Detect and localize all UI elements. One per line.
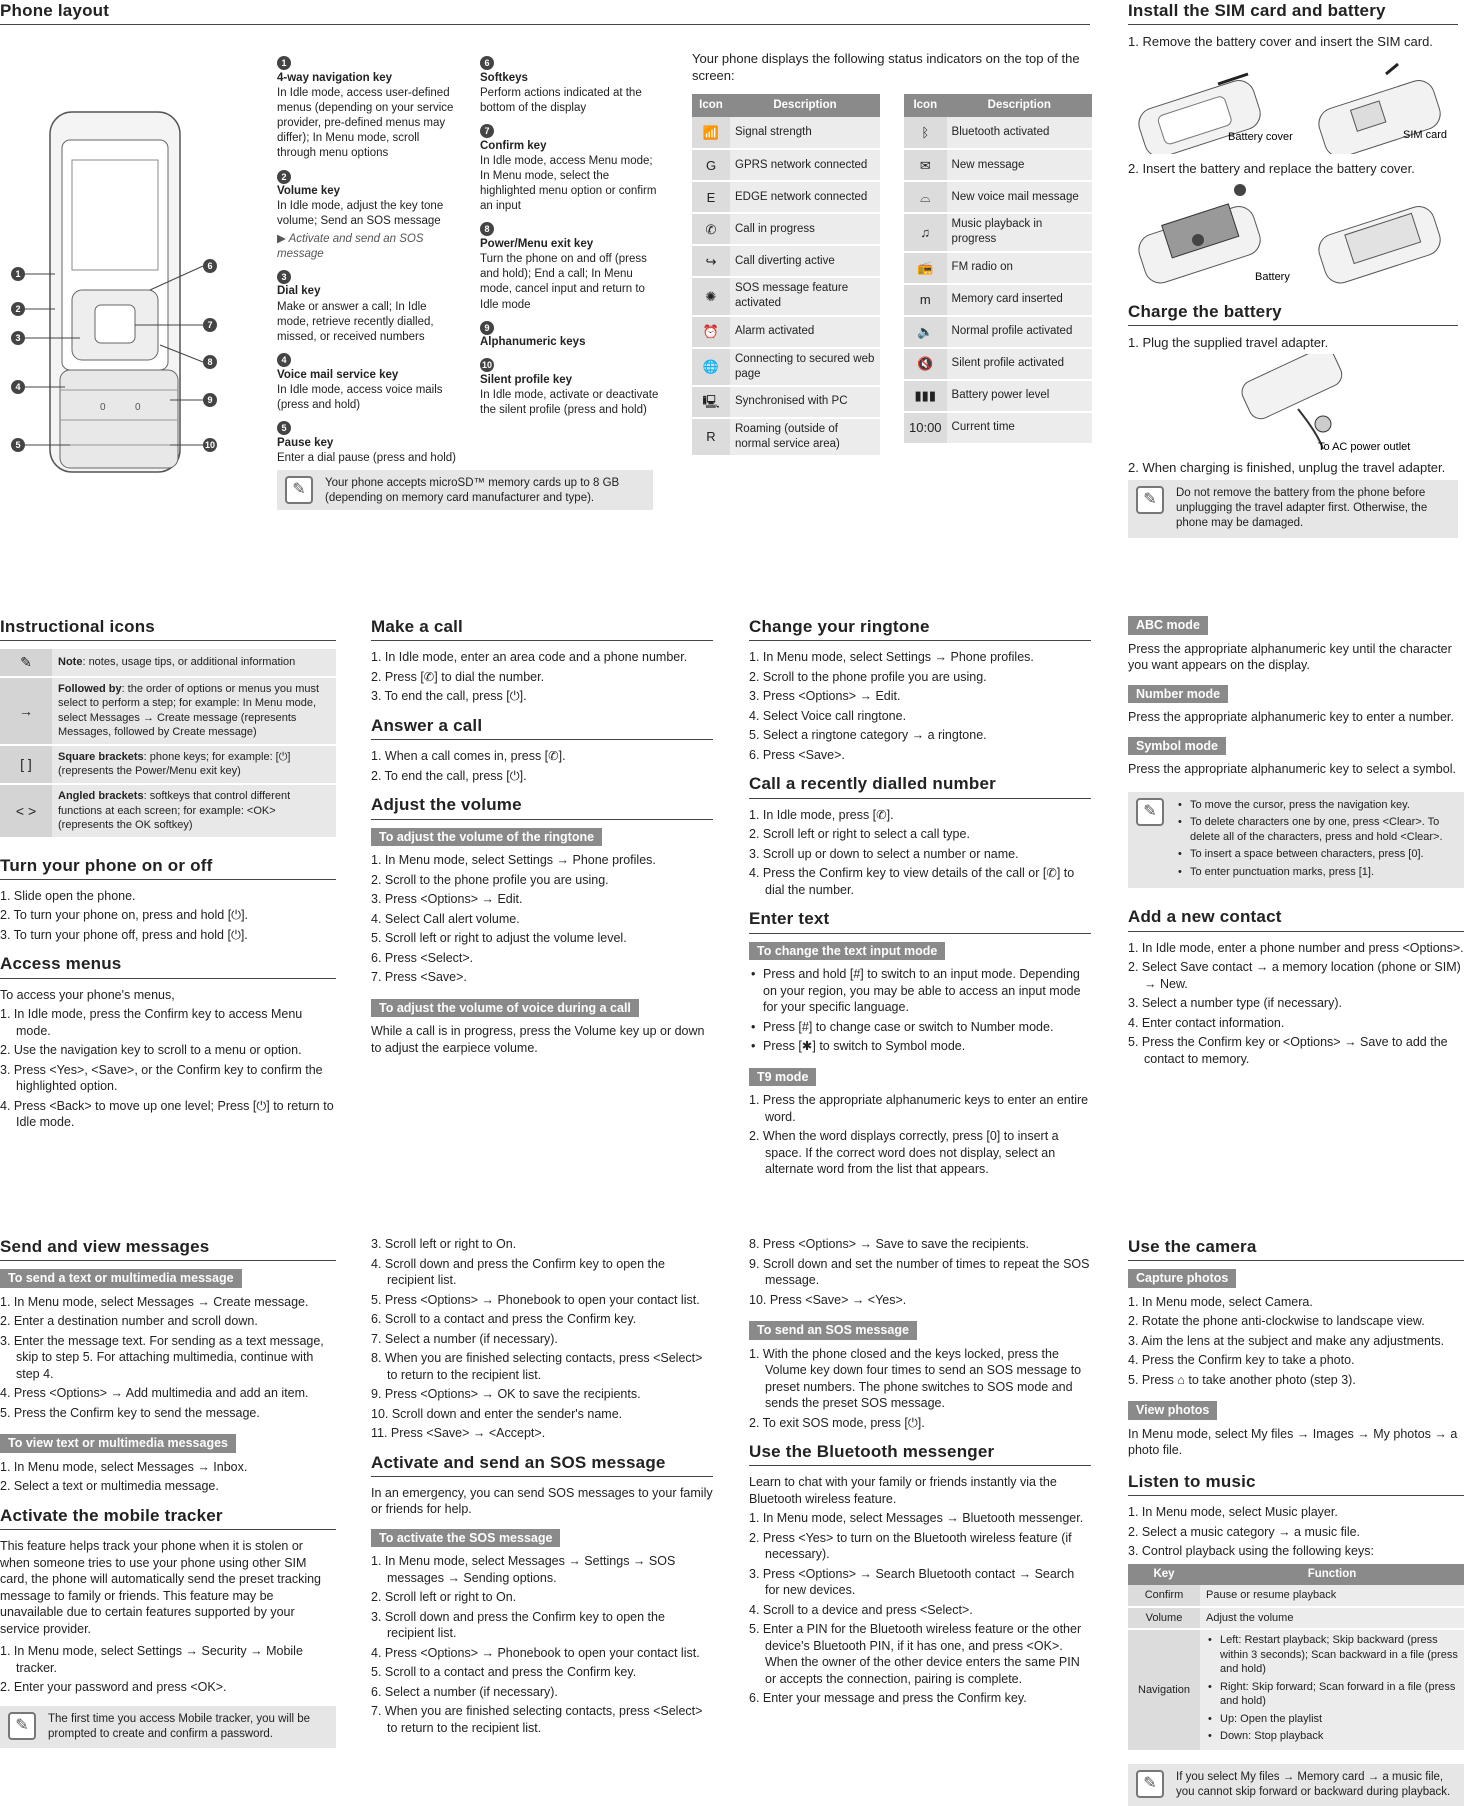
list-item: • Down: Stop playback	[1206, 1729, 1458, 1744]
text-tag: To change the text input mode	[749, 942, 945, 961]
recent-title: Call a recently dialled number	[749, 773, 1091, 798]
status-desc: EDGE network connected	[730, 181, 880, 213]
status-desc: SOS message feature activated	[730, 277, 880, 315]
list-item: 5. Press the Confirm key to send the message.	[0, 1405, 260, 1420]
list-item: 1. In Menu mode, select Camera.	[1128, 1294, 1313, 1309]
list-item: 5. Press ⌂ to take another photo (step 3).	[1128, 1372, 1356, 1387]
charge-step2: 2. When charging is finished, unplug the travel adapter.	[1128, 459, 1446, 475]
arrow-icon: →	[0, 677, 52, 745]
status-desc: Call in progress	[730, 213, 880, 245]
tracker-intro: This feature helps track your phone when it is stolen or when someone tries to use your phone using other SIM card, the phone will automatically send the preset tracking message to family or friends. This feature may be unavailable due to certain features supported by your service provider.	[0, 1539, 322, 1636]
list-item: 6. Scroll to a contact and press the Confirm key.	[371, 1312, 637, 1326]
list-item: 5. Press the Confirm key or <Options> → Save to add the contact to memory.	[1128, 1035, 1448, 1066]
battery-illustration	[1128, 180, 1458, 290]
list-item: 2. When the word displays correctly, press [0] to insert a space. If the correct word does not display, select an alternate word from the list that appears.	[749, 1129, 1059, 1177]
text-bullets	[749, 966, 1091, 1055]
status-icon: ✉	[904, 149, 947, 181]
status-icon: 10:00	[904, 412, 947, 444]
status-row	[692, 386, 880, 418]
status-row	[692, 181, 880, 213]
phone-layout-title: Phone layout	[0, 0, 1090, 25]
contact-steps	[1128, 940, 1464, 1068]
instr-table: ✎ Note: notes, usage tips, or additional information → Followed by: the order of options or menus you must select to perform a step; for example: In Menu mode, select Messages → Create message (represents Messages, followed by Create message) [ ] Square brackets: phone keys; for example: [⏻] (represents the Power/Menu exit key) < > Angled brackets: softkeys that control different functions at each screen; for example: <OK> (represents the OK softkey)	[0, 649, 336, 838]
list-item: 1. In Menu mode, select Messages → Create message.	[0, 1294, 309, 1309]
music-note: ✎ If you select My files → Memory card → a music file, you cannot skip forward or backward during playback.	[1128, 1764, 1464, 1806]
camera-section	[1128, 1236, 1464, 1806]
tracker-cont-steps	[371, 1236, 713, 1442]
list-item: 1. With the phone closed and the keys locked, press the Volume key down four times to send an SOS message to preset numbers. The phone switches to SOS mode and sends the preset SOS message.	[749, 1346, 1082, 1410]
status-icon: G	[692, 149, 730, 181]
svg-text:0: 0	[100, 402, 106, 413]
note-icon: ✎	[8, 1712, 36, 1740]
list-item: • To delete characters one by one, press <Clear>. To delete all of the characters, press and hold <Clear>.	[1176, 815, 1456, 844]
status-desc: Current time	[947, 412, 1092, 444]
tracker-cont-section	[371, 1236, 713, 1739]
list-item: 1. In Idle mode, enter a phone number and press <Options>.	[1128, 940, 1464, 955]
list-item: 3. Enter the message text. For sending as a text message, skip to step 5. For attaching multimedia, continue with step 4.	[0, 1333, 324, 1381]
list-item: 3. Control playback using the following keys:	[1128, 1544, 1374, 1559]
camera-tag-capture: Capture photos	[1128, 1269, 1236, 1288]
list-item: 2. Press [✆] to dial the number.	[371, 669, 545, 684]
status-desc: Call diverting active	[730, 245, 880, 277]
status-desc: GPRS network connected	[730, 149, 880, 181]
list-item: 3. Press <Options> → Search Bluetooth contact → Search for new devices.	[749, 1566, 1075, 1598]
list-item: 9. Press <Options> → OK to save the recipients.	[371, 1387, 641, 1401]
list-item: 2. Enter your password and press <OK>.	[0, 1680, 227, 1695]
list-item: • Press [#] to change case or switch to Number mode.	[749, 1019, 1091, 1036]
key-desc: 7 Confirm key In Idle mode, access Menu mode; In Menu mode, select the highlighted menu option or confirm an input	[480, 126, 657, 213]
list-item: 4. Press the Confirm key to take a photo.	[1128, 1353, 1355, 1368]
list-item: 5. Scroll to a contact and press the Confirm key.	[371, 1665, 637, 1680]
status-row	[692, 348, 880, 386]
answer-title: Answer a call	[371, 715, 713, 740]
list-item: 1. In Menu mode, select Settings → Phone profiles.	[371, 853, 656, 868]
number-text: Press the appropriate alphanumeric key to enter a number.	[1128, 710, 1454, 724]
text-title: Enter text	[749, 908, 1091, 933]
tracker-title: Activate the mobile tracker	[0, 1505, 336, 1530]
diagram-label-2: 2	[15, 304, 21, 314]
instructional-section	[0, 616, 336, 1134]
list-item: 10. Scroll down and enter the sender's name.	[371, 1406, 623, 1421]
status-desc: Roaming (outside of normal service area)	[730, 418, 880, 456]
list-item: • To move the cursor, press the navigation key.	[1176, 798, 1456, 813]
status-row	[692, 245, 880, 277]
phone-diagram	[0, 90, 240, 490]
list-item: 2. Scroll left or right to select a call type.	[749, 827, 970, 842]
list-item: 1. In Menu mode, select Music player.	[1128, 1505, 1338, 1520]
list-item: 4. Scroll down and press the Confirm key to open the recipient list.	[371, 1256, 665, 1287]
list-item: 2. To turn your phone on, press and hold [⏻].	[0, 908, 249, 923]
note-icon: ✎	[285, 476, 313, 504]
list-item: 5. Select a ringtone category → a ringtone.	[749, 728, 987, 743]
sos-send-steps	[749, 1346, 1091, 1432]
menus-steps	[0, 1006, 336, 1131]
status-icon: ✆	[692, 213, 730, 245]
status-row	[904, 412, 1092, 444]
status-icon: E	[692, 181, 730, 213]
camera-steps	[1128, 1294, 1464, 1389]
status-icon: ↪	[692, 245, 730, 277]
battery-cover-label: Battery cover	[1228, 130, 1293, 143]
memory-note: ✎ Your phone accepts microSD™ memory cards up to 8 GB (depending on memory card manufacturer and type).	[277, 470, 653, 510]
status-row	[904, 348, 1092, 380]
status-icon: ⏰	[692, 316, 730, 348]
list-item: • To enter punctuation marks, press [1].	[1176, 865, 1456, 880]
contact-title: Add a new contact	[1128, 906, 1464, 931]
list-item: • Right: Skip forward; Scan forward in a file (press and hold)	[1206, 1680, 1458, 1709]
list-item: 3. Press <Options> → Edit.	[749, 689, 901, 704]
key-desc: 1 4-way navigation key In Idle mode, access user-defined menus (depending on your service provider, pre-defined menus may differ); In Menu mode, scroll through menu options	[277, 58, 454, 160]
status-desc: Normal profile activated	[947, 316, 1092, 348]
angle-bracket-icon: < >	[0, 784, 52, 838]
status-desc: Connecting to secured web page	[730, 348, 880, 386]
status-icon: ▮▮▮	[904, 380, 947, 412]
status-row	[904, 149, 1092, 181]
ringtone-steps	[749, 649, 1091, 763]
list-item: 3. To turn your phone off, press and hold [⏻].	[0, 927, 248, 942]
bt-title: Use the Bluetooth messenger	[749, 1441, 1091, 1466]
diagram-label-7: 7	[207, 320, 213, 330]
sos-tag-activate: To activate the SOS message	[371, 1529, 560, 1548]
sos-cont-steps	[749, 1236, 1091, 1308]
list-item: • To insert a space between characters, press [0].	[1176, 847, 1456, 862]
charge-note: ✎ Do not remove the battery from the phone before unplugging the travel adapter first. Otherwise, the phone may be damaged.	[1128, 480, 1458, 538]
ringtone-section	[749, 616, 1091, 1181]
list-item: 11. Press <Save> → <Accept>.	[371, 1426, 546, 1440]
makecall-steps	[371, 649, 713, 705]
menus-title: Access menus	[0, 953, 336, 978]
list-item: 8. Press <Options> → Save to save the recipients.	[749, 1237, 1030, 1251]
status-row	[692, 418, 880, 456]
number-tag: Number mode	[1128, 685, 1228, 704]
status-row	[692, 149, 880, 181]
status-desc: Battery power level	[947, 380, 1092, 412]
sim-card-label: SIM card	[1403, 128, 1448, 141]
status-icon: 📻	[904, 252, 947, 284]
list-item: 7. When you are finished selecting contacts, press <Select> to return to the recipient list.	[371, 1704, 703, 1735]
music-table: Key Function Confirm Pause or resume playback Volume Adjust the volume Navigation • Left: Restart playback; Skip backward (press within 3 seconds); Scan backward in a file (press and hold) • Right: Skip forward; Scan forward in a file (press and hold) • Up: Open the playlist • Down: Stop playback	[1128, 1564, 1464, 1752]
diagram-label-5: 5	[15, 440, 21, 450]
list-item: 6. Select a number (if necessary).	[371, 1684, 558, 1699]
list-item: 1. Slide open the phone.	[0, 888, 136, 903]
status-icon: 🌐	[692, 348, 730, 386]
status-desc: Silent profile activated	[947, 348, 1092, 380]
key-desc: 4 Voice mail service key In Idle mode, access voice mails (press and hold)	[277, 355, 443, 411]
diagram-label-8: 8	[207, 357, 213, 367]
list-item: 4. Enter contact information.	[1128, 1015, 1285, 1030]
list-item: 8. When you are finished selecting contacts, press <Select> to return to the recipient list.	[371, 1351, 703, 1382]
list-item: 2. To exit SOS mode, press [⏻].	[749, 1415, 925, 1430]
list-item: 2. Scroll left or right to On.	[371, 1590, 517, 1605]
t9-steps	[749, 1092, 1091, 1178]
list-item: • Press [✱] to switch to Symbol mode.	[749, 1038, 1091, 1055]
volume-title: Adjust the volume	[371, 794, 713, 819]
abc-text: Press the appropriate alphanumeric key until the character you want appears on the display.	[1128, 641, 1452, 672]
onoff-title: Turn your phone on or off	[0, 855, 336, 880]
note-icon: ✎	[1136, 798, 1164, 826]
list-item: 4. Select Voice call ringtone.	[749, 708, 907, 723]
key-desc: 10 Silent profile key In Idle mode, activate or deactivate the silent profile (press and hold)	[480, 360, 659, 417]
status-table-left: Icon Description 📶 Signal strength G GPRS network connected E EDGE network connected ✆ Call in progress ↪ Call diverting active ✺ SOS message feature activated ⏰ Alarm activated 🌐 Connecting to secured web page 🖳 Synchronised with PC R Roaming (outside of normal service area)	[692, 94, 880, 457]
symbol-tag: Symbol mode	[1128, 737, 1226, 756]
messages-tag-view: To view text or multimedia messages	[0, 1434, 236, 1453]
status-icon: m	[904, 284, 947, 316]
status-icon: 🔇	[904, 348, 947, 380]
list-item: 2. Enter a destination number and scroll down.	[0, 1314, 258, 1329]
status-icon: ♫	[904, 213, 947, 251]
phone-layout-section	[0, 0, 1090, 33]
diagram-label-4: 4	[15, 382, 21, 392]
status-icon: R	[692, 418, 730, 456]
status-intro: Your phone displays the following status indicators on the top of the screen:	[692, 51, 1080, 84]
status-row	[904, 181, 1092, 213]
tracker-steps	[0, 1643, 336, 1696]
messages-section	[0, 1236, 336, 1748]
status-icon: 📶	[692, 117, 730, 149]
instr-title: Instructional icons	[0, 616, 336, 641]
list-item: 2. Rotate the phone anti-clockwise to landscape view.	[1128, 1314, 1425, 1329]
list-item: 3. To end the call, press [⏻].	[371, 689, 527, 704]
list-item: 7. Press <Save>.	[371, 970, 467, 985]
status-icon: ⌓	[904, 181, 947, 213]
battery-label: Battery	[1255, 271, 1290, 284]
charger-illustration	[1128, 354, 1458, 454]
key-desc-column-1	[277, 52, 457, 468]
list-item: 4. Select Call alert volume.	[371, 911, 520, 926]
bt-steps	[749, 1510, 1091, 1707]
status-row	[904, 284, 1092, 316]
list-item: 4. Scroll to a device and press <Select>.	[749, 1602, 973, 1617]
diagram-label-6: 6	[207, 261, 213, 271]
menus-intro: To access your phone's menus,	[0, 987, 175, 1002]
sos-intro: In an emergency, you can send SOS messages to your family or friends for help.	[371, 1485, 713, 1517]
camera-view-text: In Menu mode, select My files → Images → My photos → a photo file.	[1128, 1426, 1458, 1458]
list-item: 4. Press <Options> → Phonebook to open your contact list.	[371, 1645, 700, 1660]
list-item: 2. To end the call, press [⏻].	[371, 768, 527, 783]
answer-steps	[371, 748, 713, 784]
camera-title: Use the camera	[1128, 1236, 1464, 1261]
outlet-label: To AC power outlet	[1318, 441, 1411, 454]
list-item: 1. Press the appropriate alphanumeric keys to enter an entire word.	[749, 1093, 1089, 1124]
onoff-steps	[0, 888, 336, 944]
camera-tag-view: View photos	[1128, 1401, 1217, 1420]
status-desc: Music playback in progress	[947, 213, 1092, 251]
key-desc: 8 Power/Menu exit key Turn the phone on and off (press and hold); End a call; In Menu mode, cancel input and return to Idle mode	[480, 224, 647, 311]
call-section	[371, 616, 713, 1059]
list-item: 1. When a call comes in, press [✆].	[371, 749, 566, 764]
list-item: 1. In Idle mode, press the Confirm key to access Menu mode.	[0, 1007, 303, 1038]
abc-tag: ABC mode	[1128, 616, 1208, 635]
list-item: 3. Select a number type (if necessary).	[1128, 996, 1342, 1011]
volume-steps	[371, 852, 713, 986]
list-item: 1. In Idle mode, enter an area code and a phone number.	[371, 650, 688, 665]
music-title: Listen to music	[1128, 1471, 1464, 1496]
sim-step1: 1. Remove the battery cover and insert the SIM card.	[1128, 34, 1433, 50]
bracket-icon: [ ]	[0, 745, 52, 784]
diagram-label-1: 1	[15, 269, 21, 279]
symbol-text: Press the appropriate alphanumeric key to select a symbol.	[1128, 762, 1456, 776]
list-item: 5. Enter a PIN for the Bluetooth wireless feature or the other device's Bluetooth PIN, if it has one, and press <OK>. When the owner of the other device enters the same PIN or accepts the connection, pairing is complete.	[749, 1622, 1082, 1686]
status-desc: New voice mail message	[947, 181, 1092, 213]
key-desc: 6 Softkeys Perform actions indicated at the bottom of the display	[480, 58, 642, 114]
key-desc: 5 Pause key Enter a dial pause (press and hold)	[277, 423, 456, 464]
status-desc: FM radio on	[947, 252, 1092, 284]
diagram-label-10: 10	[204, 440, 216, 450]
list-item: 4. Press <Back> to move up one level; Press [⏻] to return to Idle mode.	[0, 1098, 334, 1130]
sos-title: Activate and send an SOS message	[371, 1452, 713, 1477]
sim-illustration	[1128, 54, 1458, 154]
charge-title: Charge the battery	[1128, 301, 1458, 326]
list-item: 3. Scroll up or down to select a number or name.	[749, 846, 1019, 861]
list-item: 5. Scroll left or right to adjust the volume level.	[371, 931, 627, 946]
volume-voice-text: While a call is in progress, press the Volume key up or down to adjust the earpiece volume.	[371, 1024, 705, 1055]
key-desc: 9 Alphanumeric keys	[480, 322, 586, 349]
note-icon: ✎	[0, 649, 52, 676]
text-tips-note	[1128, 792, 1464, 889]
status-row	[904, 117, 1092, 149]
list-item: 1. In Idle mode, press [✆].	[749, 807, 894, 822]
list-item: 3. Aim the lens at the subject and make any adjustments.	[1128, 1333, 1445, 1348]
recent-steps	[749, 807, 1091, 899]
ringtone-title: Change your ringtone	[749, 616, 1091, 641]
list-item: 2. Use the navigation key to scroll to a menu or option.	[0, 1043, 302, 1058]
music-steps	[1128, 1504, 1464, 1560]
status-row	[692, 316, 880, 348]
status-desc: Signal strength	[730, 117, 880, 149]
list-item: • Left: Restart playback; Skip backward (press within 3 seconds); Scan backward in a file (press and hold)	[1206, 1633, 1458, 1677]
list-item: 1. In Menu mode, select Messages → Bluetooth messenger.	[749, 1511, 1084, 1526]
list-item: 6. Enter your message and press the Confirm key.	[749, 1691, 1027, 1706]
status-row	[692, 117, 880, 149]
status-icon: ✺	[692, 277, 730, 315]
messages-view-steps	[0, 1459, 336, 1495]
list-item: 1. In Menu mode, select Settings → Security → Mobile tracker.	[0, 1644, 303, 1675]
status-row	[692, 277, 880, 315]
list-item: 2. Press <Yes> to turn on the Bluetooth wireless feature (if necessary).	[749, 1530, 1072, 1562]
list-item: 2. Scroll to the phone profile you are using.	[371, 872, 609, 887]
list-item: 2. Select a text or multimedia message.	[0, 1479, 219, 1494]
list-item: 3. Scroll down and press the Confirm key to open the recipient list.	[371, 1609, 665, 1641]
status-row	[904, 380, 1092, 412]
makecall-title: Make a call	[371, 616, 713, 641]
sos-cont-section	[749, 1236, 1091, 1710]
list-item: 2. Select a music category → a music file.	[1128, 1524, 1361, 1539]
sim-title: Install the SIM card and battery	[1128, 0, 1458, 25]
status-desc: New message	[947, 149, 1092, 181]
status-icon: 🔈	[904, 316, 947, 348]
status-row	[904, 213, 1092, 251]
status-desc: Memory card inserted	[947, 284, 1092, 316]
diagram-label-3: 3	[15, 333, 21, 343]
list-item: 7. Select a number (if necessary).	[371, 1331, 558, 1346]
key-desc-column-2	[480, 52, 660, 420]
charge-step1: 1. Plug the supplied travel adapter.	[1128, 335, 1329, 351]
list-item: 1. In Menu mode, select Messages → Settings → SOS messages → Sending options.	[371, 1554, 676, 1585]
list-item: 3. Press <Yes>, <Save>, or the Confirm key to confirm the highlighted option.	[0, 1062, 323, 1094]
status-table-right: Icon Description ᛒ Bluetooth activated ✉ New message ⌓ New voice mail message ♫ Music playback in progress 📻 FM radio on m Memory card inserted 🔈 Normal profile activated 🔇 Silent profile activated ▮▮▮ Battery power level 10:00 Current time	[904, 94, 1092, 445]
diagram-label-9: 9	[207, 395, 213, 405]
sos-tag-send: To send an SOS message	[749, 1321, 917, 1340]
modes-section	[1128, 616, 1464, 1070]
list-item: 10. Press <Save> → <Yes>.	[749, 1292, 907, 1307]
list-item: 1. In Menu mode, select Settings → Phone profiles.	[749, 650, 1034, 665]
status-desc: Alarm activated	[730, 316, 880, 348]
messages-tag-send: To send a text or multimedia message	[0, 1269, 242, 1288]
list-item: • Press and hold [#] to switch to an input mode. Depending on your region, you may be able to access an input mode for your specific language.	[749, 966, 1091, 1016]
status-desc: Bluetooth activated	[947, 117, 1092, 149]
t9-tag: T9 mode	[749, 1068, 816, 1087]
status-icon: 🖳	[692, 386, 730, 418]
list-item: 6. Press <Select>.	[371, 950, 474, 965]
status-row	[692, 213, 880, 245]
sim-section	[1128, 0, 1458, 538]
list-item: 1. In Menu mode, select Messages → Inbox.	[0, 1459, 248, 1474]
list-item: 6. Press <Save>.	[749, 747, 845, 762]
list-item: 5. Press <Options> → Phonebook to open your contact list.	[371, 1292, 700, 1307]
status-desc: Synchronised with PC	[730, 386, 880, 418]
status-row	[904, 252, 1092, 284]
status-icon: ᛒ	[904, 117, 947, 149]
list-item: 3. Press <Options> → Edit.	[371, 892, 523, 907]
list-item: 2. Select Save contact → a memory location (phone or SIM) → New.	[1128, 960, 1461, 991]
note-icon: ✎	[1136, 1770, 1164, 1798]
sos-steps	[371, 1553, 713, 1736]
bt-intro: Learn to chat with your family or friends instantly via the Bluetooth wireless feature.	[749, 1475, 1057, 1506]
svg-text:0: 0	[135, 402, 141, 413]
volume-tag-voice: To adjust the volume of voice during a call	[371, 999, 639, 1018]
key-desc: 3 Dial key Make or answer a call; In Idle mode, retrieve recently dialled, missed, or received numbers	[277, 271, 434, 343]
list-item: 3. Scroll left or right to On.	[371, 1237, 517, 1251]
list-item: 4. Press <Options> → Add multimedia and add an item.	[0, 1386, 309, 1401]
messages-title: Send and view messages	[0, 1236, 336, 1261]
list-item: 9. Scroll down and set the number of times to repeat the SOS message.	[749, 1256, 1090, 1287]
note-icon: ✎	[1136, 486, 1164, 514]
list-item: • Up: Open the playlist	[1206, 1712, 1458, 1727]
status-row	[904, 316, 1092, 348]
key-desc: 2 Volume key In Idle mode, adjust the key tone volume; Send an SOS message ▶ Activate and send an SOS message	[277, 166, 457, 262]
list-item: 2. Scroll to the phone profile you are using.	[749, 669, 987, 684]
sim-step2: 2. Insert the battery and replace the battery cover.	[1128, 161, 1415, 177]
list-item: 4. Press the Confirm key to view details of the call or [✆] to dial the number.	[749, 866, 1075, 897]
volume-tag-ringtone: To adjust the volume of the ringtone	[371, 828, 602, 847]
messages-send-steps	[0, 1294, 336, 1422]
sos-link[interactable]: ▶ Activate and send an SOS message	[277, 232, 424, 260]
tracker-note: ✎ The first time you access Mobile tracker, you will be prompted to create and confirm a password.	[0, 1706, 336, 1748]
